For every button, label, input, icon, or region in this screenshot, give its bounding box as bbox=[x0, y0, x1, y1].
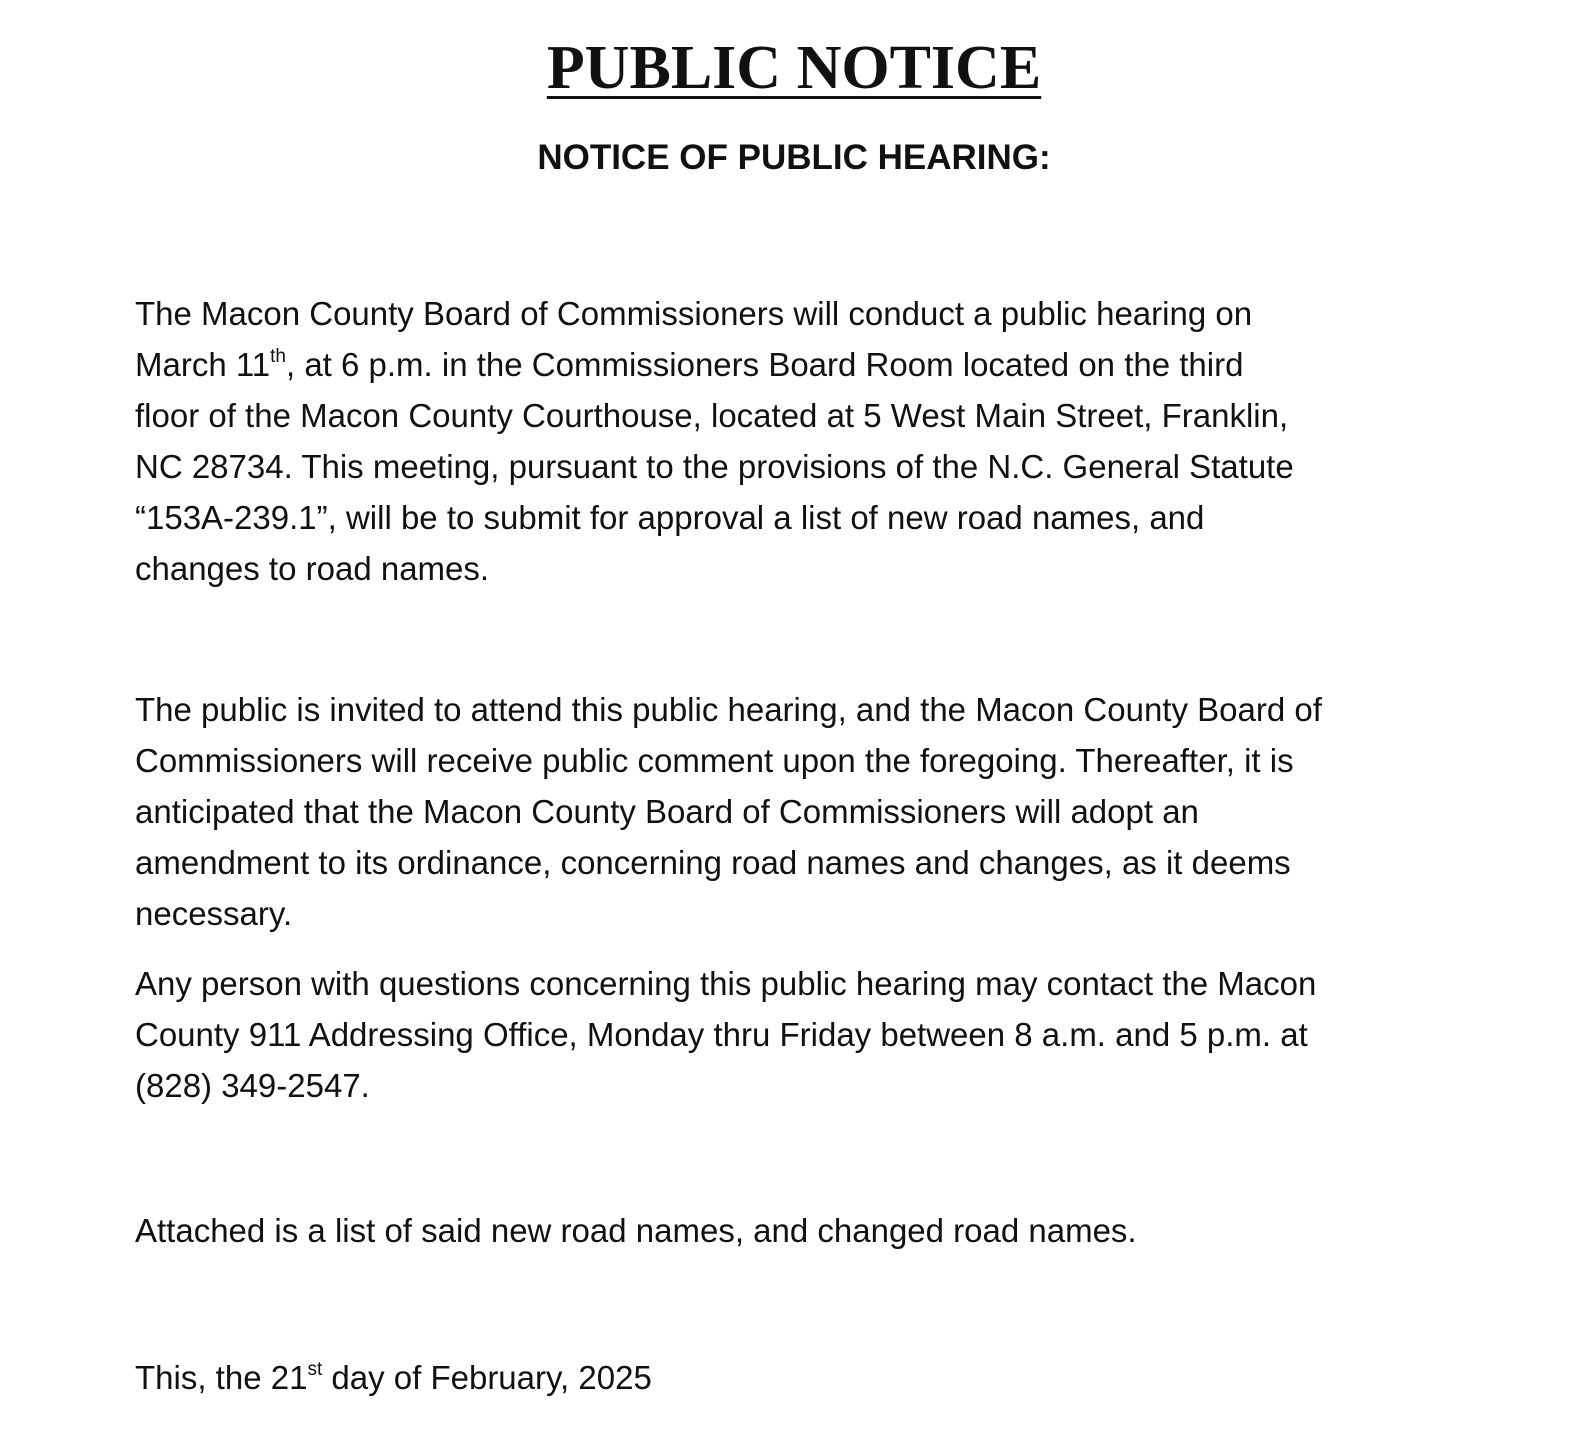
title-text: PUBLIC NOTICE bbox=[546, 34, 1042, 102]
date-line bbox=[135, 1352, 1455, 1403]
contact-phone: (828) 349-2547. bbox=[135, 1067, 370, 1104]
paragraph-line: Commissioners will receive public comment upon the foregoing. Thereafter, it is bbox=[135, 742, 1294, 779]
ordinal-suffix: st bbox=[307, 1359, 323, 1380]
paragraph-line: anticipated that the Macon County Board of Commissioners will adopt an bbox=[135, 793, 1199, 830]
date-suffix: day of February, 2025 bbox=[322, 1359, 652, 1396]
hearing-details-paragraph bbox=[135, 288, 1455, 594]
paragraph-line: NC 28734. This meeting, pursuant to the provisions of the N.C. General Statute bbox=[135, 448, 1294, 485]
paragraph-line: The public is invited to attend this public hearing, and the Macon County Board of bbox=[135, 691, 1322, 728]
paragraph-line: amendment to its ordinance, concerning road names and changes, as it deems bbox=[135, 844, 1291, 881]
paragraph-line-text: , at 6 p.m. in the Commissioners Board Room located on the third bbox=[285, 346, 1244, 383]
notice-subtitle: NOTICE OF PUBLIC HEARING: bbox=[537, 138, 1051, 177]
paragraph-line: Attached is a list of said new road names, and changed road names. bbox=[135, 1212, 1137, 1249]
paragraph-line: Any person with questions concerning this public hearing may contact the Macon bbox=[135, 965, 1317, 1002]
paragraph-line: “153A-239.1”, will be to submit for approval a list of new road names, and bbox=[135, 499, 1205, 536]
paragraph-line: The Macon County Board of Commissioners will conduct a public hearing on bbox=[135, 295, 1253, 332]
ordinal-suffix: th bbox=[270, 346, 286, 367]
contact-paragraph bbox=[135, 958, 1455, 1111]
page-title bbox=[0, 30, 1588, 106]
paragraph-line: County 911 Addressing Office, Monday thru Friday between 8 a.m. and 5 p.m. at bbox=[135, 1016, 1308, 1053]
paragraph-line: floor of the Macon County Courthouse, located at 5 West Main Street, Franklin, bbox=[135, 397, 1289, 434]
paragraph-line: changes to road names. bbox=[135, 550, 490, 587]
hearing-date: March 11 bbox=[135, 346, 271, 383]
attachment-paragraph bbox=[135, 1205, 1455, 1256]
public-invitation-paragraph bbox=[135, 684, 1455, 939]
date-prefix: This, the 21 bbox=[135, 1359, 308, 1396]
paragraph-line bbox=[135, 1352, 1455, 1403]
paragraph-line: necessary. bbox=[135, 895, 293, 932]
paragraph-line bbox=[135, 339, 1455, 390]
